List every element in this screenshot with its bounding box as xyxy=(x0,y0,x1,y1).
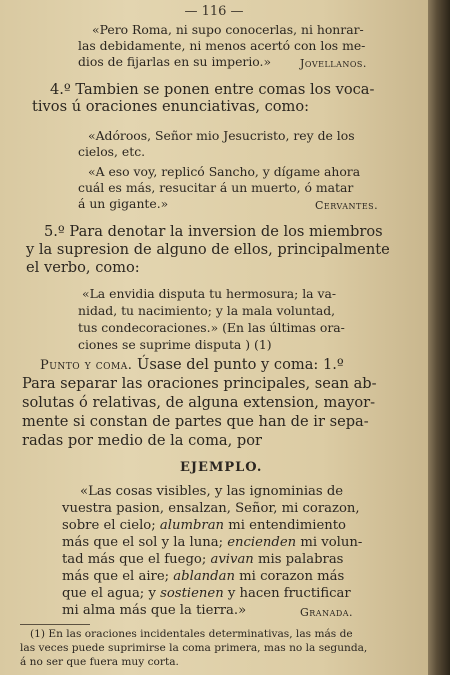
quote4-text: «La envidia disputa tu hermosura xyxy=(82,286,295,301)
ejemplo-text: mis palabras xyxy=(253,552,344,567)
quote1-line: «Pero Roma, ni supo conocerlas, ni honrar- xyxy=(92,22,364,37)
punto-line: radas por medio de la coma, por xyxy=(22,432,263,449)
ejemplo-verb: ablandan xyxy=(173,569,235,584)
ejemplo-text: y hacen fructificar xyxy=(223,586,351,601)
ejemplo-text: más que el aire; xyxy=(62,569,174,584)
ejemplo-line xyxy=(62,518,346,534)
quote4-line xyxy=(78,303,335,319)
ejemplo-text: mi corazon más xyxy=(234,569,345,584)
ejemplo-verb: encienden xyxy=(227,535,297,550)
quote1-author: Jovellanos. xyxy=(300,57,367,70)
ejemplo-text: que el agua; y xyxy=(62,586,161,601)
quote1-line: dios de fijarlas en su imperio.» xyxy=(78,54,272,69)
quote4-text: ; la va- xyxy=(294,286,337,301)
punto-line xyxy=(40,355,344,375)
quote2-line: «Adóroos, Señor mio Jesucristo, rey de los xyxy=(88,128,355,143)
ejemplo-line: mi alma más que la tierra.» xyxy=(62,603,247,618)
quote1-line: las debidamente, ni menos acertó con los me- xyxy=(78,38,366,53)
quote4-line: ciones se suprime disputa ) (1) xyxy=(78,337,272,352)
ejemplo-text: sobre el cielo; xyxy=(62,518,160,533)
quote3-line: á un gigante.» xyxy=(78,196,169,211)
ejemplo-text: mi entendimiento xyxy=(224,518,346,533)
quote3-author: Cervantes. xyxy=(315,199,379,212)
point4-line: 4.º Tambien se ponen entre comas los voca- xyxy=(50,81,375,98)
footnote-line: (1) En las oraciones incidentales determinativas, las más de xyxy=(30,628,353,640)
punto-line: Para separar las oraciones principales, sean ab- xyxy=(22,375,377,392)
quote3-line: cuál es más, resucitar á un muerto, ó matar xyxy=(78,180,354,195)
quote3-line: «A eso voy, replicó Sancho, y dígame ahora xyxy=(88,164,361,179)
punto-line: solutas ó relativas, de alguna extension, mayor- xyxy=(22,394,376,411)
ejemplo-line xyxy=(62,569,344,585)
ejemplo-text: tad más que el fuego; xyxy=(62,552,211,567)
footnote-divider xyxy=(20,624,90,625)
point5-line: 5.º Para denotar la inversion de los miembros xyxy=(44,223,383,240)
ejemplo-line xyxy=(62,535,362,551)
ejemplo-line: vuestra pasion, ensalzan, Señor, mi corazon, xyxy=(62,501,360,516)
point4-line: tivos ú oraciones enunciativas, como: xyxy=(32,98,310,115)
quote4-text: nidad, tu nacimiento xyxy=(78,303,208,318)
ejemplo-line xyxy=(62,552,343,568)
ejemplo-author: Granada. xyxy=(300,606,354,619)
page-number: — 116 — xyxy=(184,4,244,19)
ejemplo-text: más que el sol y la luna; xyxy=(62,535,228,550)
ejemplo-text: mi volun- xyxy=(296,535,363,550)
quote4-line xyxy=(82,286,336,302)
quote4-line: tus condecoraciones.» (En las últimas ora- xyxy=(78,320,345,335)
ejemplo-heading: EJEMPLO. xyxy=(180,460,263,475)
ejemplo-verb: avivan xyxy=(210,552,254,567)
book-edge xyxy=(428,0,450,675)
quote2-line: cielos, etc. xyxy=(78,144,146,159)
ejemplo-verb: sostienen xyxy=(160,586,224,601)
ejemplo-line: «Las cosas visibles, y las ignominias de xyxy=(80,484,344,499)
footnote-line: las veces puede suprimirse la coma primera, mas no la segunda, xyxy=(20,642,368,654)
quote4-text: ; y la mala voluntad, xyxy=(207,303,336,318)
ejemplo-line xyxy=(62,586,351,602)
punto-text: Úsase del punto y coma: 1.º xyxy=(132,356,344,373)
point5-line: el verbo, como: xyxy=(26,259,140,276)
ejemplo-verb: alumbran xyxy=(159,518,225,533)
point5-line: y la supresion de alguno de ellos, principalmente xyxy=(26,241,390,258)
footnote-line: á no ser que fuera muy corta. xyxy=(20,656,179,668)
section-title: Punto y coma. xyxy=(40,358,133,373)
punto-line: mente si constan de partes que han de ir sepa- xyxy=(22,413,369,430)
